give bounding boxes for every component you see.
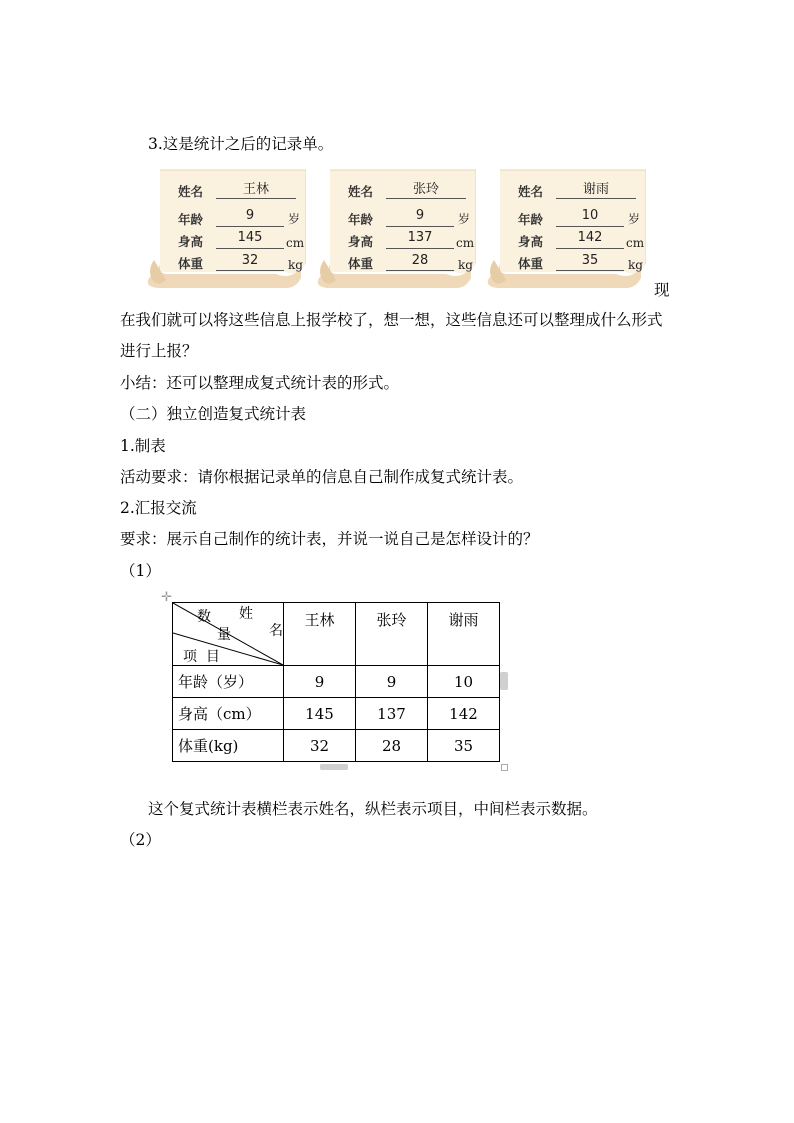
weight-value: 35 bbox=[581, 253, 599, 268]
requirement-text: 要求：展示自己制作的统计表，并说一说自己是怎样设计的？ bbox=[120, 530, 539, 548]
column-header: 张玲 bbox=[356, 603, 428, 666]
name-value: 谢雨 bbox=[582, 182, 609, 197]
step-heading: 2.汇报交流 bbox=[120, 499, 197, 517]
record-card-1 bbox=[146, 168, 306, 288]
height-underline bbox=[556, 248, 624, 249]
age-label: 年龄 bbox=[518, 212, 544, 227]
age-value: 9 bbox=[415, 208, 425, 223]
name-value: 王林 bbox=[242, 182, 269, 197]
table-move-handle-icon[interactable]: ✛ bbox=[161, 590, 172, 605]
weight-unit: kg bbox=[628, 258, 643, 272]
weight-underline bbox=[386, 270, 454, 271]
age-label: 年龄 bbox=[178, 212, 204, 227]
height-value: 142 bbox=[577, 230, 603, 245]
table-cell: 145 bbox=[284, 698, 356, 730]
height-label: 身高 bbox=[178, 234, 204, 249]
table-add-column-handle[interactable] bbox=[500, 672, 508, 690]
section-heading: （二）独立创造复式统计表 bbox=[120, 405, 307, 423]
table-row bbox=[173, 666, 500, 698]
weight-unit: kg bbox=[288, 258, 303, 272]
table-resize-handle[interactable] bbox=[501, 764, 508, 771]
weight-underline bbox=[556, 270, 624, 271]
paragraph-line: 在我们就可以将这些信息上报学校了，想一想，这些信息还可以整理成什么形式 bbox=[120, 311, 663, 329]
table-cell: 10 bbox=[428, 666, 500, 698]
column-header: 谢雨 bbox=[428, 603, 500, 666]
note-text: 这个复式统计表横栏表示姓名，纵栏表示项目，中间栏表示数据。 bbox=[148, 800, 598, 818]
age-underline bbox=[556, 226, 624, 227]
age-underline bbox=[386, 226, 454, 227]
table-header-row bbox=[173, 603, 500, 666]
weight-label: 体重 bbox=[518, 256, 544, 271]
paragraph-line: 进行上报？ bbox=[120, 342, 198, 360]
name-label: 姓名 bbox=[178, 184, 204, 199]
table-cell: 9 bbox=[356, 666, 428, 698]
weight-value: 28 bbox=[411, 253, 429, 268]
height-value: 137 bbox=[407, 230, 433, 245]
name-underline bbox=[216, 198, 296, 199]
column-header: 王林 bbox=[284, 603, 356, 666]
table-cell: 35 bbox=[428, 730, 500, 762]
age-underline bbox=[216, 226, 284, 227]
height-unit: cm bbox=[456, 236, 475, 250]
name-value: 张玲 bbox=[412, 182, 439, 197]
height-label: 身高 bbox=[348, 234, 374, 249]
step-heading: 1.制表 bbox=[120, 437, 166, 455]
table-cell: 9 bbox=[284, 666, 356, 698]
height-underline bbox=[386, 248, 454, 249]
record-card-3 bbox=[486, 168, 646, 288]
age-label: 年龄 bbox=[348, 212, 374, 227]
activity-text: 活动要求：请你根据记录单的信息自己制作成复式统计表。 bbox=[120, 468, 524, 486]
example-label: （1） bbox=[120, 562, 161, 580]
age-value: 10 bbox=[581, 208, 599, 223]
table-corner-cell bbox=[173, 603, 284, 666]
height-unit: cm bbox=[626, 236, 645, 250]
row-label: 体重(kg) bbox=[173, 730, 284, 762]
example-label: （2） bbox=[120, 831, 161, 849]
corner-label-liang: 量 bbox=[217, 627, 231, 643]
name-underline bbox=[556, 198, 636, 199]
weight-unit: kg bbox=[458, 258, 473, 272]
table-cell: 28 bbox=[356, 730, 428, 762]
weight-underline bbox=[216, 270, 284, 271]
age-unit: 岁 bbox=[628, 212, 641, 226]
weight-value: 32 bbox=[241, 253, 259, 268]
record-card-2 bbox=[316, 168, 476, 288]
compound-stat-table bbox=[172, 602, 500, 762]
height-value: 145 bbox=[237, 230, 263, 245]
summary-text: 小结：还可以整理成复式统计表的形式。 bbox=[120, 374, 400, 392]
age-unit: 岁 bbox=[288, 212, 301, 226]
table-cell: 32 bbox=[284, 730, 356, 762]
corner-label-shu: 数 bbox=[197, 609, 211, 625]
name-label: 姓名 bbox=[348, 184, 374, 199]
table-add-row-handle[interactable] bbox=[320, 764, 348, 770]
weight-label: 体重 bbox=[178, 256, 204, 271]
table-row bbox=[173, 730, 500, 762]
age-unit: 岁 bbox=[458, 212, 471, 226]
table-row bbox=[173, 698, 500, 730]
age-value: 9 bbox=[245, 208, 255, 223]
height-underline bbox=[216, 248, 284, 249]
height-unit: cm bbox=[286, 236, 305, 250]
table-cell: 137 bbox=[356, 698, 428, 730]
name-underline bbox=[386, 198, 466, 199]
row-label: 身高（cm） bbox=[173, 698, 284, 730]
corner-label-ming: 名 bbox=[269, 623, 283, 639]
intro-text: 3.这是统计之后的记录单。 bbox=[148, 135, 334, 153]
corner-label-xiangmu: 项 目 bbox=[183, 649, 220, 665]
name-label: 姓名 bbox=[518, 184, 544, 199]
row-label: 年龄（岁） bbox=[173, 666, 284, 698]
height-label: 身高 bbox=[518, 234, 544, 249]
corner-label-xing: 姓 bbox=[239, 606, 253, 622]
table-cell: 142 bbox=[428, 698, 500, 730]
weight-label: 体重 bbox=[348, 256, 374, 271]
paragraph-tail: 现 bbox=[654, 281, 670, 299]
